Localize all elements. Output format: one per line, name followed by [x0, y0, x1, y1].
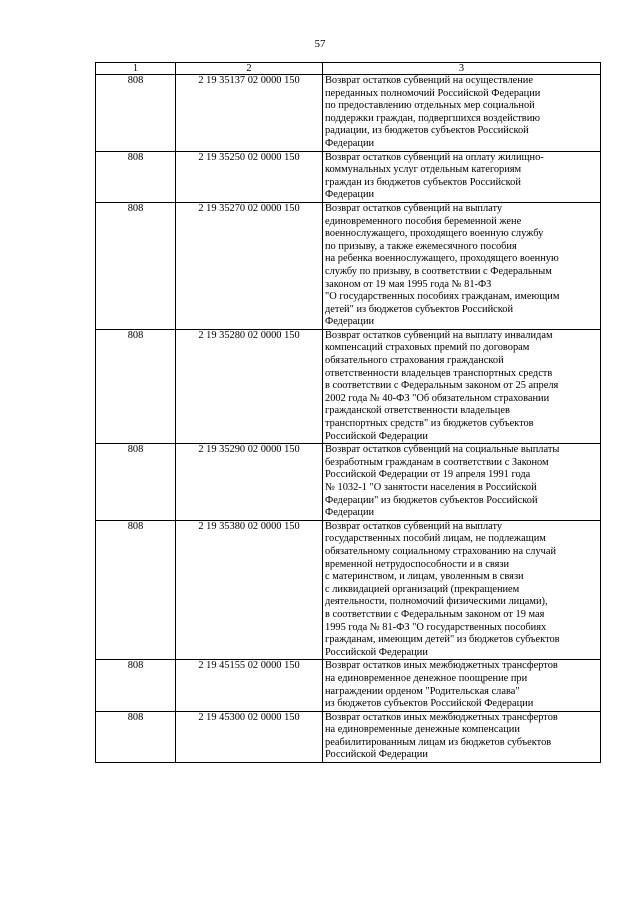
description-line: Российской Федерации	[325, 646, 428, 658]
admin-code-cell: 808	[96, 711, 176, 762]
admin-code-cell: 808	[96, 520, 176, 660]
description-line: Возврат остатков иных межбюджетных трансфертов	[325, 711, 558, 723]
description-cell	[323, 75, 601, 152]
description-line: Возврат остатков субвенций на осуществление	[325, 75, 533, 86]
description-line: на единовременные денежные компенсации	[325, 724, 520, 736]
description-cell	[323, 660, 601, 711]
budget-code-cell: 2 19 35250 02 0000 150	[176, 151, 323, 202]
description-line: 1995 года № 81-ФЗ "О государственных пособиях	[325, 621, 547, 633]
description-line: реабилитированным лицам из бюджетов субъектов	[325, 736, 552, 748]
description-line: награждении орденом "Родительская слава"	[325, 685, 520, 697]
description-line: Российской Федерации от 19 апреля 1991 года	[325, 469, 531, 481]
description-cell	[323, 151, 601, 202]
table-row	[96, 711, 601, 762]
description-line: Возврат остатков субвенций на оплату жилищно-	[325, 151, 544, 163]
table-row	[96, 151, 601, 202]
description-line: граждан из бюджетов субъектов Российской	[325, 176, 521, 188]
description-line: деятельности, полномочий физическими лицами),	[325, 596, 548, 608]
column-header-description: 3	[323, 63, 601, 75]
description-line: службу по призыву, в соответствии с Федеральным	[325, 265, 552, 277]
admin-code-cell: 808	[96, 202, 176, 329]
description-line: радиации, из бюджетов субъектов Российской	[325, 125, 529, 137]
description-line: переданных полномочий Российской Федерации	[325, 87, 541, 99]
description-line: поддержки граждан, подвергшихся воздействию	[325, 112, 541, 124]
description-cell	[323, 444, 601, 521]
table-row	[96, 444, 601, 521]
budget-code-cell: 2 19 35137 02 0000 150	[176, 75, 323, 152]
description-cell	[323, 202, 601, 329]
description-line: Российской Федерации	[325, 430, 428, 442]
description-line: Российской Федерации	[325, 749, 428, 761]
description-line: 2002 года № 40-ФЗ "Об обязательном страховании	[325, 392, 550, 404]
description-cell	[323, 711, 601, 762]
description-line: Федерации	[325, 316, 375, 328]
description-line: гражданской ответственности владельцев	[325, 405, 510, 417]
description-line: на единовременное денежное поощрение при	[325, 672, 528, 684]
admin-code-cell: 808	[96, 660, 176, 711]
description-line: безработным гражданам в соответствии с Законом	[325, 456, 549, 468]
budget-code-cell: 2 19 45155 02 0000 150	[176, 660, 323, 711]
admin-code-cell: 808	[96, 329, 176, 443]
description-line: транспортных средств" из бюджетов субъектов	[325, 418, 534, 430]
description-line: на ребенка военнослужащего, проходящего военную	[325, 253, 559, 265]
description-line: обязательного страхования гражданской	[325, 355, 504, 367]
description-line: единовременного пособия беременной жене	[325, 215, 522, 227]
budget-code-cell: 2 19 45300 02 0000 150	[176, 711, 323, 762]
description-line: Возврат остатков субвенций на выплату	[325, 520, 503, 532]
description-line: Федерации" из бюджетов субъектов Российской	[325, 494, 538, 506]
description-line: по предоставлению отдельных мер социальной	[325, 100, 535, 112]
description-line: Федерации	[325, 189, 375, 201]
description-line: с ликвидацией организаций (прекращением	[325, 583, 520, 595]
budget-code-cell: 2 19 35280 02 0000 150	[176, 329, 323, 443]
description-line: детей" из бюджетов субъектов Российской	[325, 303, 514, 315]
budget-code-cell: 2 19 35290 02 0000 150	[176, 444, 323, 521]
description-line: Возврат остатков субвенций на выплату	[325, 202, 503, 214]
table-row	[96, 75, 601, 152]
description-cell	[323, 329, 601, 443]
description-line: Возврат остатков субвенций на выплату инвалидам	[325, 329, 553, 341]
description-cell	[323, 520, 601, 660]
description-line: Федерации	[325, 137, 375, 149]
description-line: гражданам, имеющим детей" из бюджетов субъектов	[325, 634, 560, 646]
description-line: в соответствии с Федеральным законом от 19 мая	[325, 608, 545, 620]
column-header-admin: 1	[96, 63, 176, 75]
table-row	[96, 329, 601, 443]
description-line: законом от 19 мая 1995 года № 81-ФЗ	[325, 278, 492, 290]
description-line: Федерации	[325, 507, 375, 519]
description-line: временной нетрудоспособности и в связи	[325, 558, 510, 570]
budget-code-cell: 2 19 35270 02 0000 150	[176, 202, 323, 329]
description-line: из бюджетов субъектов Российской Федерации	[325, 698, 534, 710]
budget-code-cell: 2 19 35380 02 0000 150	[176, 520, 323, 660]
description-line: обязательному социальному страхованию на случай	[325, 545, 557, 557]
description-line: государственных пособий лицам, не подлежащим	[325, 533, 546, 545]
description-line: военнослужащего, проходящего военную службу	[325, 228, 544, 240]
description-line: Возврат остатков субвенций на социальные выплаты	[325, 444, 560, 456]
page-number: 57	[314, 38, 326, 50]
table-row	[96, 660, 601, 711]
table-header-row	[96, 63, 601, 75]
table-row	[96, 520, 601, 660]
description-line: Возврат остатков иных межбюджетных трансфертов	[325, 660, 558, 672]
description-line: "О государственных пособиях гражданам, имеющим	[325, 291, 560, 303]
description-line: в соответствии с Федеральным законом от 25 апреля	[325, 380, 559, 392]
description-line: коммунальных услуг отдельным категориям	[325, 164, 522, 176]
admin-code-cell: 808	[96, 444, 176, 521]
description-line: по призыву, а также ежемесячного пособия	[325, 240, 517, 252]
description-line: № 1032-1 "О занятости населения в Российской	[325, 482, 537, 493]
table-row	[96, 202, 601, 329]
admin-code-cell: 808	[96, 75, 176, 152]
column-header-code: 2	[176, 63, 323, 75]
description-line: компенсаций страховых премий по договорам	[325, 342, 530, 354]
description-line: с материнством, и лицам, уволенным в связи	[325, 571, 524, 583]
table-body	[96, 75, 601, 763]
budget-codes-table	[95, 62, 601, 763]
description-line: ответственности владельцев транспортных средств	[325, 367, 553, 379]
admin-code-cell: 808	[96, 151, 176, 202]
